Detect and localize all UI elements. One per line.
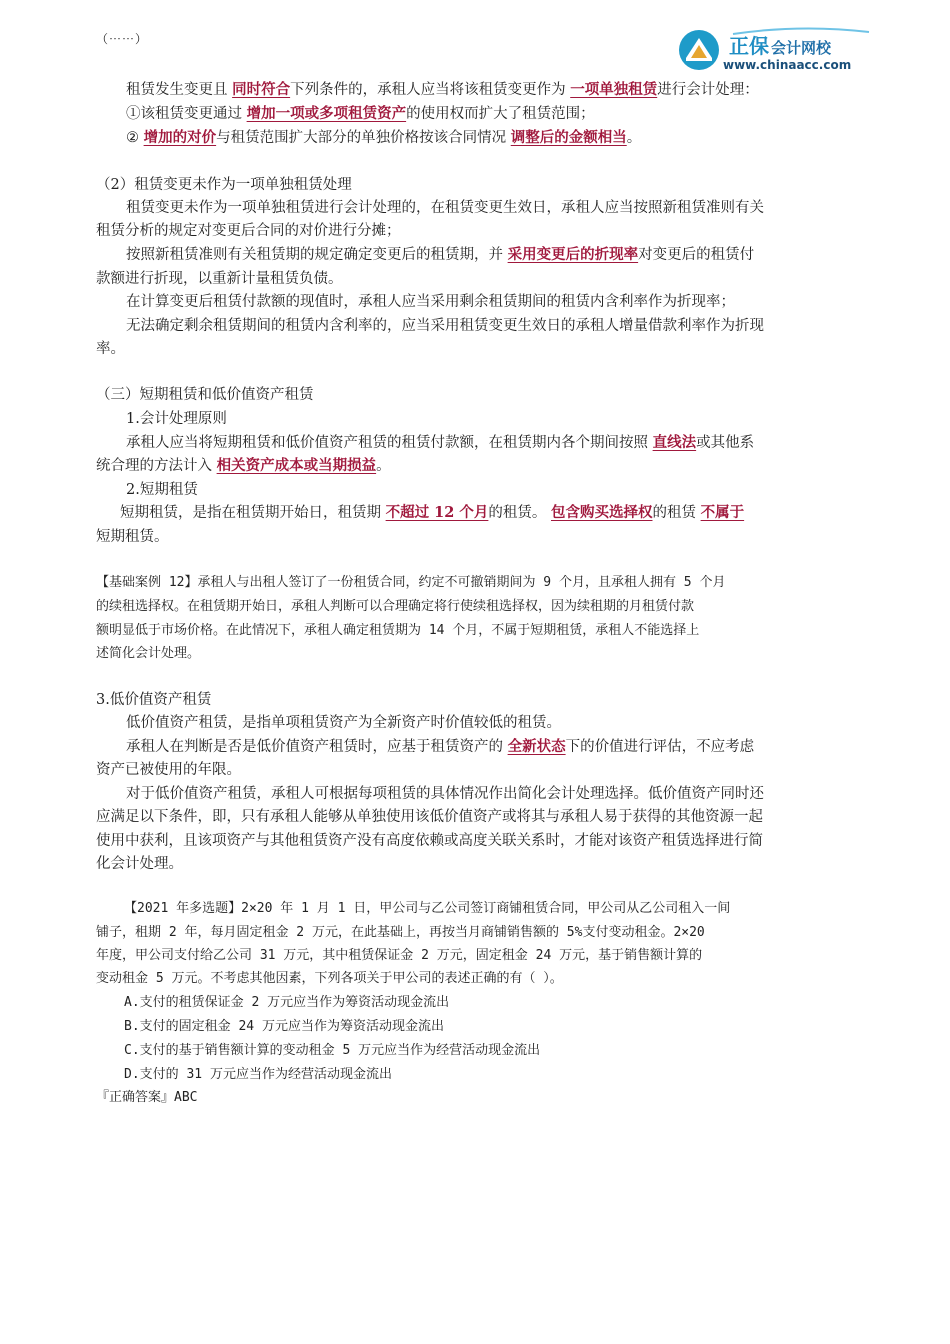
text-run: 租赁发生变更且 [126, 82, 233, 98]
question-line [124, 898, 730, 920]
text-run: 的使用权而扩大了租赁范围； [406, 106, 595, 122]
key-phrase: 一项单独租赁 [570, 81, 658, 98]
question-line [96, 945, 702, 967]
text-run: C.支付的基于销售额计算的变动租金 5 万元应当作为经营活动现金流出 [124, 1043, 541, 1058]
text-run: 对于低价值资产租赁，承租人可根据每项租赁的具体情况作出简化会计处理选择。低价值资产同时还 [126, 786, 764, 802]
section-heading [96, 174, 352, 196]
paragraph-line [126, 197, 764, 219]
example-line [96, 620, 699, 642]
paragraph-line [96, 338, 125, 360]
text-run: 的租赁 [652, 505, 701, 521]
text-run: 2.短期租赁 [126, 482, 198, 498]
logo-url: www.chinaacc.com [723, 58, 852, 72]
key-phrase: 相关资产成本或当期损益 [216, 457, 377, 474]
text-run: 资产已被使用的年限。 [96, 762, 241, 778]
text-run: 。 [376, 458, 391, 474]
logo-title: 正保 会计网校 [729, 34, 832, 58]
key-phrase: 不超过 12 个月 [385, 504, 489, 521]
text-run: （三）短期租赁和低价值资产租赁 [96, 387, 314, 403]
text-run: 【基础案例 12】承租人与出租人签订了一份租赁合同，约定不可撤销期间为 9 个月，且承租人拥有 5 个月 [96, 575, 726, 590]
paragraph-line [126, 736, 754, 758]
text-run: 对变更后的租赁付 [638, 247, 755, 263]
text-run: A.支付的租赁保证金 2 万元应当作为筹资活动现金流出 [124, 995, 450, 1010]
text-run: 变动租金 5 万元。不考虑其他因素，下列各项关于甲公司的表述正确的有（ ）。 [96, 971, 563, 986]
paragraph-line [126, 79, 759, 101]
question-line [96, 922, 705, 944]
paragraph-line [96, 455, 391, 477]
text-run: 进行会计处理： [657, 82, 759, 98]
text-run: 『正确答案』ABC [96, 1090, 198, 1105]
text-run: 与租赁范围扩大部分的单独价格按该合同情况 [216, 130, 511, 146]
text-run: 承租人应当将短期租赁和低价值资产租赁的租赁付款额，在租赁期内各个期间按照 [126, 435, 653, 451]
text-run: 铺子，租期 2 年，每月固定租金 2 万元，在此基础上，再按当月商铺销售额的 5%支付变动租金。2×20 [96, 925, 705, 940]
text-run: B.支付的固定租金 24 万元应当作为筹资活动现金流出 [124, 1019, 444, 1034]
text-run: 按照新租赁准则有关租赁期的规定确定变更后的租赁期，并 [126, 247, 508, 263]
paragraph-line [96, 759, 241, 781]
text-run: 的租赁。 [488, 505, 551, 521]
text-run: 述简化会计处理。 [96, 646, 201, 661]
text-run: 额明显低于市场价格。在此情况下，承租人确定租赁期为 14 个月，不属于短期租赁，承租人不能选择上 [96, 623, 700, 638]
text-run: 短期租赁，是指在租赁期开始日，租赁期 [120, 505, 386, 521]
text-run: 。 [626, 130, 642, 146]
text-run: 3.低价值资产租赁 [96, 692, 212, 708]
text-run: 的续租选择权。在租赁期开始日，承租人判断可以合理确定将行使续租选择权，因为续租期的月租赁付款 [96, 599, 695, 614]
paragraph-line [126, 432, 754, 454]
text-run: D.支付的 31 万元应当作为经营活动现金流出 [124, 1067, 392, 1082]
text-run: 使用中获利，且该项资产与其他租赁资产没有高度依赖或高度关联关系时，才能对该资产租赁选择进行简 [96, 833, 763, 849]
option-c [124, 1040, 540, 1062]
text-run: 在计算变更后租赁付款额的现值时，承租人应当采用剩余租赁期间的租赁内含利率作为折现率； [126, 294, 735, 310]
cropped-header-fragment: （⋯⋯） [96, 32, 149, 46]
subsection-heading [126, 479, 198, 501]
paragraph-line [126, 127, 641, 149]
text-run: ①该租赁变更通过 [126, 106, 247, 122]
brand-logo [675, 22, 875, 82]
text-run: ② [126, 130, 144, 146]
text-run: 统合理的方法计入 [96, 458, 217, 474]
option-d [124, 1064, 392, 1086]
question-line [96, 968, 563, 990]
text-run: 或其他系 [696, 435, 755, 451]
text-run: 短期租赁。 [96, 529, 169, 545]
text-run: 应满足以下条件，即，只有承租人能够从单独使用该低价值资产或将其与承租人易于获得的其他资源一起 [96, 809, 763, 825]
key-phrase: 同时符合 [232, 81, 291, 98]
text-run: 承租人在判断是否是低价值资产租赁时，应基于租赁资产的 [126, 739, 508, 755]
key-phrase: 增加的对价 [143, 129, 217, 146]
key-phrase: 全新状态 [507, 738, 566, 755]
paragraph-line [96, 830, 763, 852]
text-run: 款额进行折现，以重新计量租赁负债。 [96, 271, 343, 287]
paragraph-line [126, 291, 735, 313]
paragraph-line [96, 806, 763, 828]
example-line [96, 643, 200, 665]
key-phrase: 调整后的金额相当 [510, 129, 627, 146]
text-run: 低价值资产租赁，是指单项租赁资产为全新资产时价值较低的租赁。 [126, 715, 561, 731]
section-heading [96, 384, 314, 406]
text-run: 年度，甲公司支付给乙公司 31 万元，其中租赁保证金 2 万元，固定租金 24 万元，基于销售额计算的 [96, 948, 703, 963]
example-line [96, 572, 725, 594]
text-run: 下的价值进行评估，不应考虑 [565, 739, 755, 755]
option-a [124, 992, 449, 1014]
paragraph-line [96, 526, 169, 548]
text-run: 率。 [96, 341, 125, 357]
paragraph-line [120, 502, 744, 524]
key-phrase: 不属于 [700, 504, 745, 521]
text-run: 化会计处理。 [96, 856, 183, 872]
key-phrase: 包含购买选择权 [551, 504, 653, 521]
text-run: 无法确定剩余租赁期间的租赁内含利率的，应当采用租赁变更生效日的承租人增量借款利率作为折现 [126, 318, 764, 334]
text-run: （2）租赁变更未作为一项单独租赁处理 [96, 177, 352, 193]
text-run: 下列条件的，承租人应当将该租赁变更作为 [290, 82, 571, 98]
logo-emblem-icon [677, 28, 721, 72]
text-run: 租赁分析的规定对变更后合同的对价进行分摊； [96, 223, 401, 239]
paragraph-line [126, 712, 561, 734]
key-phrase: 增加一项或多项租赁资产 [246, 105, 407, 122]
subsection-heading [126, 408, 227, 430]
option-b [124, 1016, 444, 1038]
paragraph-line [126, 783, 764, 805]
text-run: 1.会计处理原则 [126, 411, 227, 427]
paragraph-line [96, 853, 183, 875]
paragraph-line [96, 268, 343, 290]
paragraph-line [126, 244, 754, 266]
text-run: 【2021 年多选题】2×20 年 1 月 1 日，甲公司与乙公司签订商铺租赁合同，甲公司从乙公司租入一间 [124, 901, 731, 916]
correct-answer [96, 1087, 197, 1109]
example-line [96, 596, 694, 618]
paragraph-line [126, 103, 595, 125]
key-phrase: 采用变更后的折现率 [507, 246, 639, 263]
key-phrase: 直线法 [652, 434, 697, 451]
text-run: 租赁变更未作为一项单独租赁进行会计处理的，在租赁变更生效日，承租人应当按照新租赁准则有关 [126, 200, 764, 216]
subsection-heading [96, 689, 211, 711]
paragraph-line [96, 220, 401, 242]
paragraph-line [126, 315, 764, 337]
